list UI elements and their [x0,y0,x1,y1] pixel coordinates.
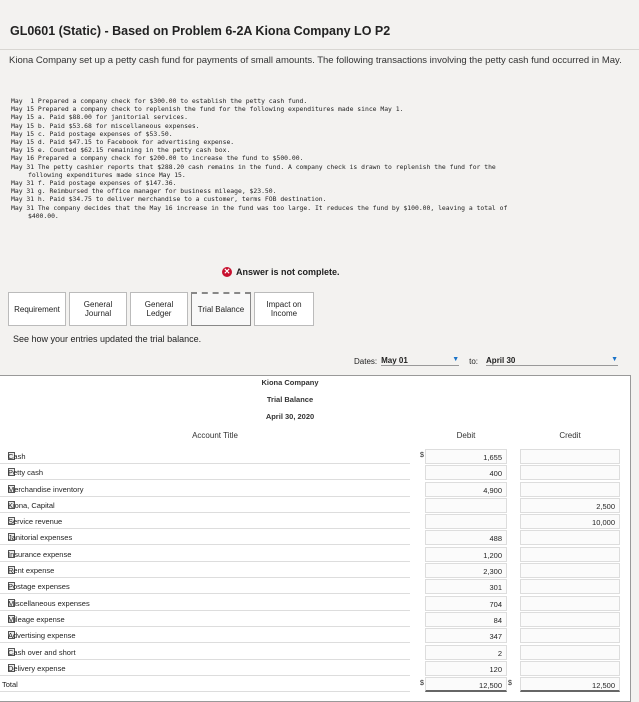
credit-input[interactable] [520,661,620,676]
debit-value: 1,200 [483,550,502,560]
account-cell[interactable] [0,498,410,513]
account-name: Kiona, Capital [8,500,55,510]
currency-symbol: $ [420,680,424,688]
credit-input[interactable] [520,465,620,480]
debit-input[interactable] [425,628,507,643]
table-row [0,482,630,498]
debit-input[interactable] [425,579,507,594]
status-message: Answer is not complete. [236,267,340,277]
account-cell[interactable] [0,547,410,562]
credit-input[interactable] [520,563,620,578]
account-cell[interactable] [0,563,410,578]
credit-header: Credit [559,431,581,440]
page-title: GL0601 (Static) - Based on Problem 6-2A Kiona Company LO P2 [10,24,391,38]
credit-input[interactable] [520,514,620,529]
tab-requirement[interactable]: Requirement [8,292,66,326]
to-label: to: [469,356,479,366]
account-cell[interactable] [0,514,410,529]
table-row [0,579,630,595]
debit-value: 488 [489,534,502,544]
credit-input[interactable] [520,449,620,464]
account-name: Insurance expense [8,549,72,559]
transaction-line: May 1 Prepared a company check for $300.00 to establish the petty cash fund. [11,97,308,105]
report-date: April 30, 2020 [265,412,315,421]
see-entries-text: See how your entries updated the trial balance. [13,334,202,344]
debit-input[interactable] [425,596,507,611]
account-name: Janitorial expenses [8,533,73,543]
debit-value: 301 [489,583,502,593]
account-cell[interactable] [0,482,410,497]
report-name: Trial Balance [266,395,314,404]
table-row [0,449,630,465]
dates-label: Dates: [354,356,378,366]
error-x-icon: ✕ [223,267,231,276]
tab-general-journal[interactable]: General Journal [69,292,127,326]
account-cell[interactable] [0,579,410,594]
transaction-line: following expenditures made since May 15. [28,170,186,179]
account-cell[interactable] [0,628,410,643]
total-row [0,677,630,693]
account-cell[interactable] [0,449,410,464]
account-cell[interactable] [0,645,410,660]
account-cell[interactable] [0,465,410,480]
transaction-line: May 31 h. Paid $34.75 to deliver merchandise to a customer, terms FOB destination. [11,195,327,204]
credit-input[interactable] [520,498,620,513]
debit-value: 84 [493,615,502,625]
account-name: Mileage expense [8,614,65,624]
debit-input[interactable] [425,547,507,562]
debit-input[interactable] [425,465,507,480]
debit-value: 4,900 [483,485,502,495]
trial-balance-rows [0,449,630,693]
account-name: Miscellaneous expenses [8,598,90,608]
debit-input[interactable] [425,498,507,513]
account-name: Cash over and short [8,647,76,657]
account-cell [0,677,410,692]
date-range-bar [340,353,630,369]
table-row [0,530,630,546]
account-name: Merchandise inventory [8,484,84,494]
date-to-select[interactable]: April 30 ▼ [486,356,619,365]
debit-value: 347 [489,632,502,642]
table-row [0,645,630,661]
tab-impact-on-income[interactable]: Impact on Income [254,292,314,326]
transaction-line: May 15 a. Paid $88.00 for janitorial services. [11,113,188,122]
transaction-line: May 16 Prepared a company check for $200.00 to increase the fund to $500.00. [11,154,304,163]
debit-value: 12,500 [479,681,502,691]
credit-input[interactable] [520,579,620,594]
account-title-header: Account Title [192,431,238,440]
table-row [0,661,630,677]
transaction-line: May 31 f. Paid postage expenses of $147.36. [11,179,177,188]
transaction-line: May 31 The petty cashier reports that $288.20 cash remains in the fund. A company check is drawn to replenish the fund for the [11,162,496,171]
transaction-line: May 15 e. Counted $62.15 remaining in the petty cash box. [11,146,231,155]
credit-input[interactable] [520,547,620,562]
account-name: Total [2,680,18,690]
table-row [0,612,630,628]
transaction-list [11,97,636,220]
transaction-line: May 31 The company decides that the May 16 increase in the fund was too large. It reduces the fund by $100.00, leaving a total of [11,203,508,212]
credit-input[interactable] [520,596,620,611]
debit-input[interactable] [425,645,507,660]
table-row [0,547,630,563]
divider [0,49,639,50]
problem-intro: Kiona Company set up a petty cash fund for payments of small amounts. The following transactions involving the petty cash fund occurred in May. [9,55,622,66]
trial-balance-table [0,375,631,702]
debit-input [425,677,507,692]
credit-input[interactable] [520,612,620,627]
account-name: Delivery expense [8,663,66,673]
transaction-line: $400.00. [28,211,59,220]
debit-input[interactable] [425,482,507,497]
debit-value: 400 [489,469,502,479]
debit-input[interactable] [425,612,507,627]
credit-input[interactable] [520,482,620,497]
table-row [0,563,630,579]
account-cell[interactable] [0,530,410,545]
debit-header: Debit [456,431,476,440]
account-cell[interactable] [0,596,410,611]
account-name: Petty cash [8,468,44,478]
debit-input[interactable] [425,514,507,529]
debit-value: 120 [489,664,502,674]
transaction-line: May 31 g. Reimbursed the office manager for business mileage, $23.50. [11,187,277,196]
table-row [0,596,630,612]
chevron-down-icon: ▼ [611,356,619,363]
debit-input[interactable] [425,661,507,676]
credit-value: 12,500 [592,681,615,691]
credit-value: 2,500 [596,501,615,511]
currency-symbol: $ [420,452,424,459]
debit-value: 704 [489,599,502,609]
transaction-line: May 15 Prepared a company check to replenish the fund for the following expenditures made since May 1. [11,105,404,114]
table-row [0,628,630,644]
account-cell[interactable] [0,661,410,676]
tab-bar [8,292,317,326]
debit-value: 2 [497,648,502,658]
chevron-down-icon: ▼ [452,356,460,363]
date-from-select[interactable]: May 01 ▼ [381,356,460,365]
debit-value: 2,300 [483,567,502,577]
transaction-line: May 15 b. Paid $53.68 for miscellaneous expenses. [11,121,200,130]
debit-input[interactable] [425,563,507,578]
credit-input[interactable] [520,645,620,660]
tab-general-ledger[interactable]: General Ledger [130,292,188,326]
tab-trial-balance[interactable]: Trial Balance [191,292,251,326]
table-row [0,514,630,530]
table-row [0,498,630,514]
account-name: Cash [8,452,26,461]
report-company: Kiona Company [261,378,319,387]
credit-value: 10,000 [592,518,615,528]
debit-value: 1,655 [483,453,502,462]
transaction-line: May 15 c. Paid postage expenses of $53.50. [11,129,173,138]
account-name: Advertising expense [8,631,76,641]
account-cell[interactable] [0,612,410,627]
account-name: Rent expense [8,566,55,576]
account-name: Service revenue [8,517,63,527]
currency-symbol: $ [508,680,512,688]
credit-input[interactable] [520,628,620,643]
credit-input [520,677,620,692]
debit-input[interactable] [425,449,507,464]
debit-input[interactable] [425,530,507,545]
table-row [0,465,630,481]
account-name: Postage expenses [8,582,70,592]
answer-status [222,267,340,277]
credit-input[interactable] [520,530,620,545]
transaction-line: May 15 d. Paid $47.15 to Facebook for advertising expense. [11,138,235,147]
